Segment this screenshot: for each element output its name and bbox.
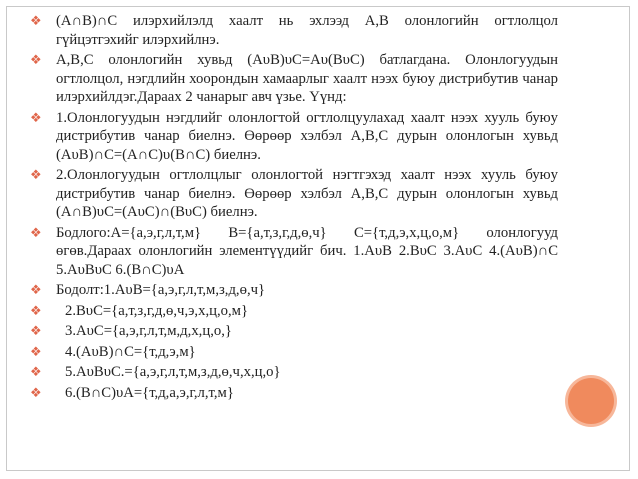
list-item <box>18 384 558 403</box>
diamond-bullet-icon: ❖ <box>30 302 42 318</box>
diamond-bullet-icon: ❖ <box>30 224 42 240</box>
list-item-text: 2.Олонлогуудын огтлолцлыг олонлогтой нэгтгэхэд хаалт нээх хууль буюу дистрибутив чанар биелнэ. Өөрөөр хэлбэл A,B,C дурын олонлогын хувьд (A∩B)υC=(AυC)∩(BυC) биелнэ. <box>56 167 558 220</box>
list-item <box>18 281 558 300</box>
list-item <box>18 109 558 165</box>
list-item-text: 5.AυBυC.={а,э,г,л,т,м,з,д,ө,ч,х,ц,о} <box>65 364 281 380</box>
diamond-bullet-icon: ❖ <box>30 167 42 182</box>
list-item-text: 3.AυC={а,э,г,л,т,м,д,х,ц,о,} <box>65 323 232 339</box>
list-item-text: 2.BυC={а,т,з,г,д,ө,ч,э,х,ц,о,м} <box>65 302 249 319</box>
diamond-bullet-icon: ❖ <box>30 282 42 297</box>
list-item-text: 6.(B∩C)υA={т,д,а,э,г,л,т,м} <box>65 384 234 401</box>
list-item-text: Бодлого:A={а,э,г,л,т,м} B={а,т,з,г,д,ө,ч} C={т,д,э,х,ц,о,м} олонлогууд өгөв.Дараах олонлогийн элементүүдийг бич. 1.AυB 2.BυC 3.AυC 4.(AυB)∩C 5.AυBυC 6.(B∩C)υA <box>56 224 558 278</box>
list-item <box>18 322 558 341</box>
decorative-circle <box>568 378 614 424</box>
diamond-bullet-icon: ❖ <box>30 13 42 28</box>
list-item-text: 1.Олонлогуудын нэгдлийг олонлогтой огтлолцуулахад хаалт нээх хууль буюу дистрибутив чанар биелнэ. Өөрөөр хэлбэл A,B,C дурын олонлогын хувьд (AυB)∩C=(A∩C)υ(B∩C) биелнэ. <box>56 109 558 163</box>
list-item <box>18 51 558 107</box>
diamond-bullet-icon: ❖ <box>30 323 42 338</box>
list-item <box>18 363 558 382</box>
list-item <box>18 302 558 321</box>
list-item-text: A,B,C олонлогийн хувьд (AυB)υC=Aυ(BυC) батлагдана. Олонлогуудын огтлолцол, нэгдлийн хоорондын хамаарлыг хаалт нээх буюу дистрибутив чанар илэрхийлдэг.Дараах 2 чанарыг авч үзье. Үүнд: <box>56 52 558 105</box>
diamond-bullet-icon: ❖ <box>30 109 42 125</box>
list-item <box>18 343 558 362</box>
list-item <box>18 224 558 280</box>
list-item-text: (A∩B)∩C илэрхийлэлд хаалт нь эхлээд A,B олонлогийн огтлолцол гүйцэтгэхийг илэрхийлнэ. <box>56 13 558 48</box>
diamond-bullet-icon: ❖ <box>30 384 42 400</box>
list-item <box>18 12 558 49</box>
diamond-bullet-icon: ❖ <box>30 52 42 67</box>
list-item-text: Бодолт:1.AυB={а,э,г,л,т,м,з,д,ө,ч} <box>56 282 266 298</box>
diamond-bullet-icon: ❖ <box>30 364 42 379</box>
bullet-list <box>18 12 558 402</box>
list-item-text: 4.(AυB)∩C={т,д,э,м} <box>65 343 196 360</box>
diamond-bullet-icon: ❖ <box>30 343 42 359</box>
list-item <box>18 166 558 222</box>
